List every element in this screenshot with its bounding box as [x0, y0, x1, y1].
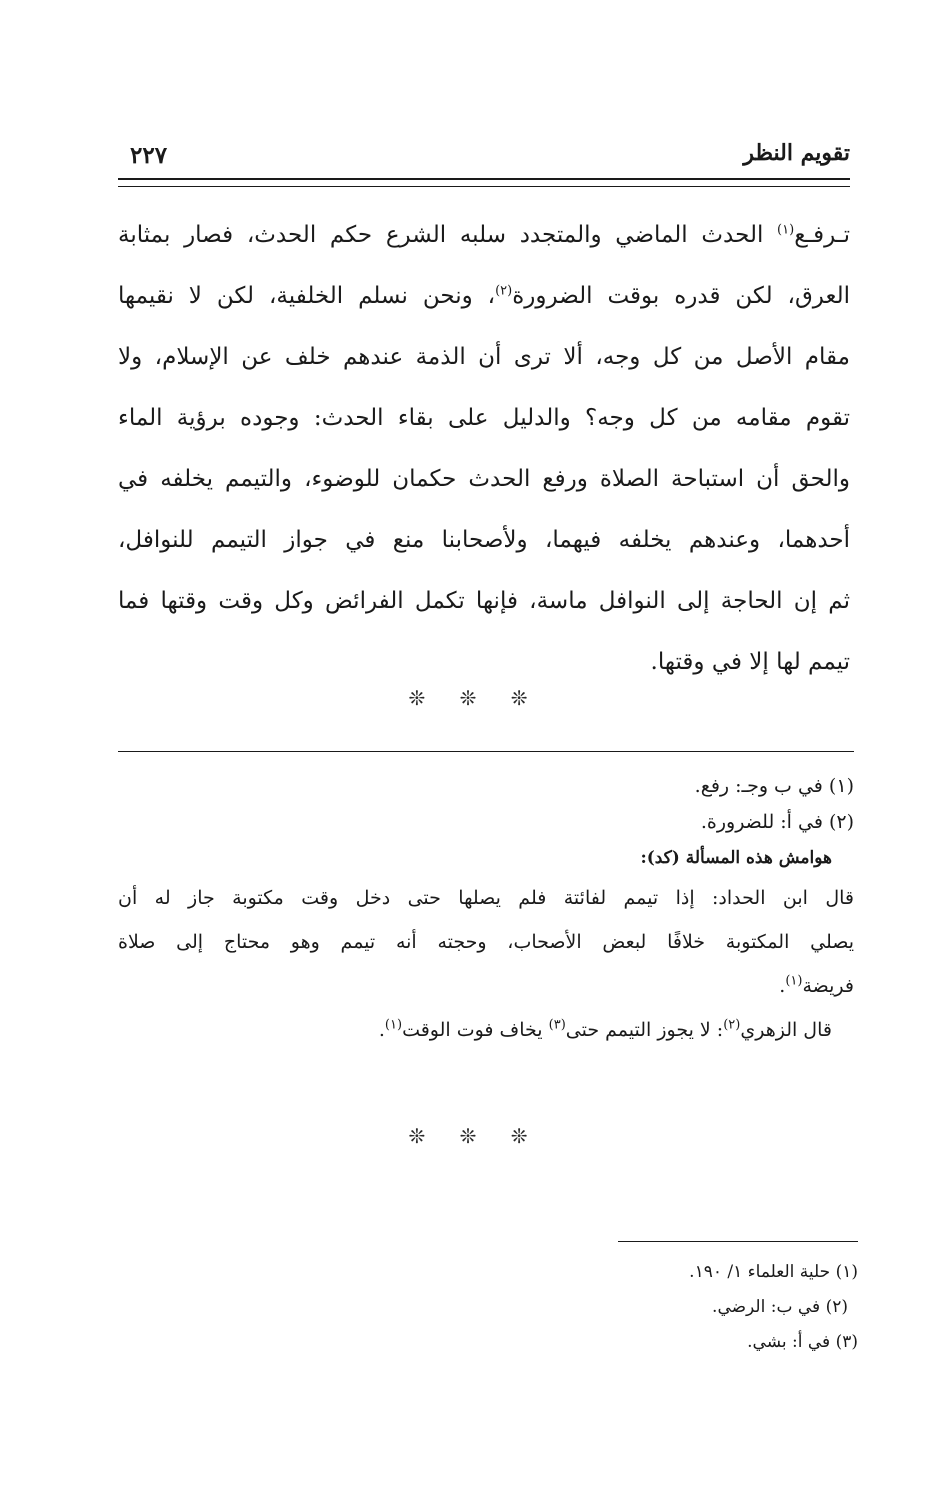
- footnote-marker: (١): [785, 973, 803, 989]
- note-paragraph-line: فريضة$^{(١)}$.: [779, 973, 854, 997]
- page-number: ٢٢٧: [130, 142, 168, 169]
- note-paragraph-line: قال ابن الحداد: إذا تيمم لفائتة فلم يصلها حتى دخل وقت مكتوبة جاز له أن: [118, 887, 854, 909]
- main-text-line: ثم إن الحاجة إلى النوافل ماسة، فإنها تكمل الفرائض وكل وقت وقتها فما: [118, 588, 850, 614]
- footnote-marker: (٢): [723, 1017, 741, 1033]
- footnote-item: (٢) في ب: الرضي.: [712, 1297, 848, 1317]
- notes-block: [118, 768, 854, 1052]
- section-separator: ❊ ❊ ❊: [408, 1124, 542, 1148]
- main-text-line: تـرفـع$^{(١)}$ الحدث الماضي والمتجدد سلبه الشرع حكم الحدث، فصار بمثابة: [118, 222, 850, 248]
- main-text: [118, 205, 850, 693]
- running-title: تقويم النظر: [743, 140, 850, 166]
- footnotes-block: [358, 1255, 858, 1360]
- header-rule: [118, 178, 850, 187]
- main-text-line: مقام الأصل من كل وجه، ألا ترى أن الذمة عندهم خلف عن الإسلام، ولا: [118, 344, 850, 370]
- note-item: (١) في ب وجـ: رفع.: [694, 775, 854, 797]
- footnote-marker: (١): [777, 222, 795, 238]
- footnote-marker: (٣): [548, 1017, 566, 1033]
- footnote-marker: (١): [384, 1017, 403, 1033]
- main-text-line: والحق أن استباحة الصلاة ورفع الحدث حكمان للوضوء، والتيمم يخلفه في: [118, 466, 850, 492]
- main-text-line: العرق، لكن قدره بوقت الضرورة$^{(٢)}$، ونحن نسلم الخلفية، لكن لا نقيمها: [118, 283, 850, 309]
- section-separator: ❊ ❊ ❊: [408, 686, 542, 710]
- notes-heading: هوامش هذه المسألة (كد):: [640, 848, 832, 868]
- page-header: [118, 140, 850, 180]
- footnote-item: (٣) في أ: بشي.: [747, 1332, 858, 1352]
- footnote-item: (١) حلية العلماء ١/ ١٩٠.: [689, 1262, 858, 1282]
- footnotes-rule: [618, 1241, 858, 1242]
- main-text-line: أحدهما، وعندهم يخلفه فيهما، ولأصحابنا منع في جواز التيمم للنوافل،: [118, 527, 850, 553]
- note-item: (٢) في أ: للضرورة.: [700, 811, 854, 833]
- note-paragraph-line: يصلي المكتوبة خلافًا لبعض الأصحاب، وحجته أنه تيمم وهو محتاج إلى صلاة: [118, 931, 854, 953]
- notes-rule: [118, 751, 854, 752]
- footnote-marker: (٢): [495, 283, 513, 299]
- note-paragraph-line: قال الزهري$^{(٢)}$: لا يجوز التيمم حتى$^{(٣)}$ يخاف فوت الوقت$^{(١)}$.: [378, 1017, 832, 1041]
- main-text-line: تقوم مقامه من كل وجه؟ والدليل على بقاء الحدث: وجوده برؤية الماء: [118, 405, 850, 431]
- main-text-line: تيمم لها إلا في وقتها.: [650, 649, 850, 675]
